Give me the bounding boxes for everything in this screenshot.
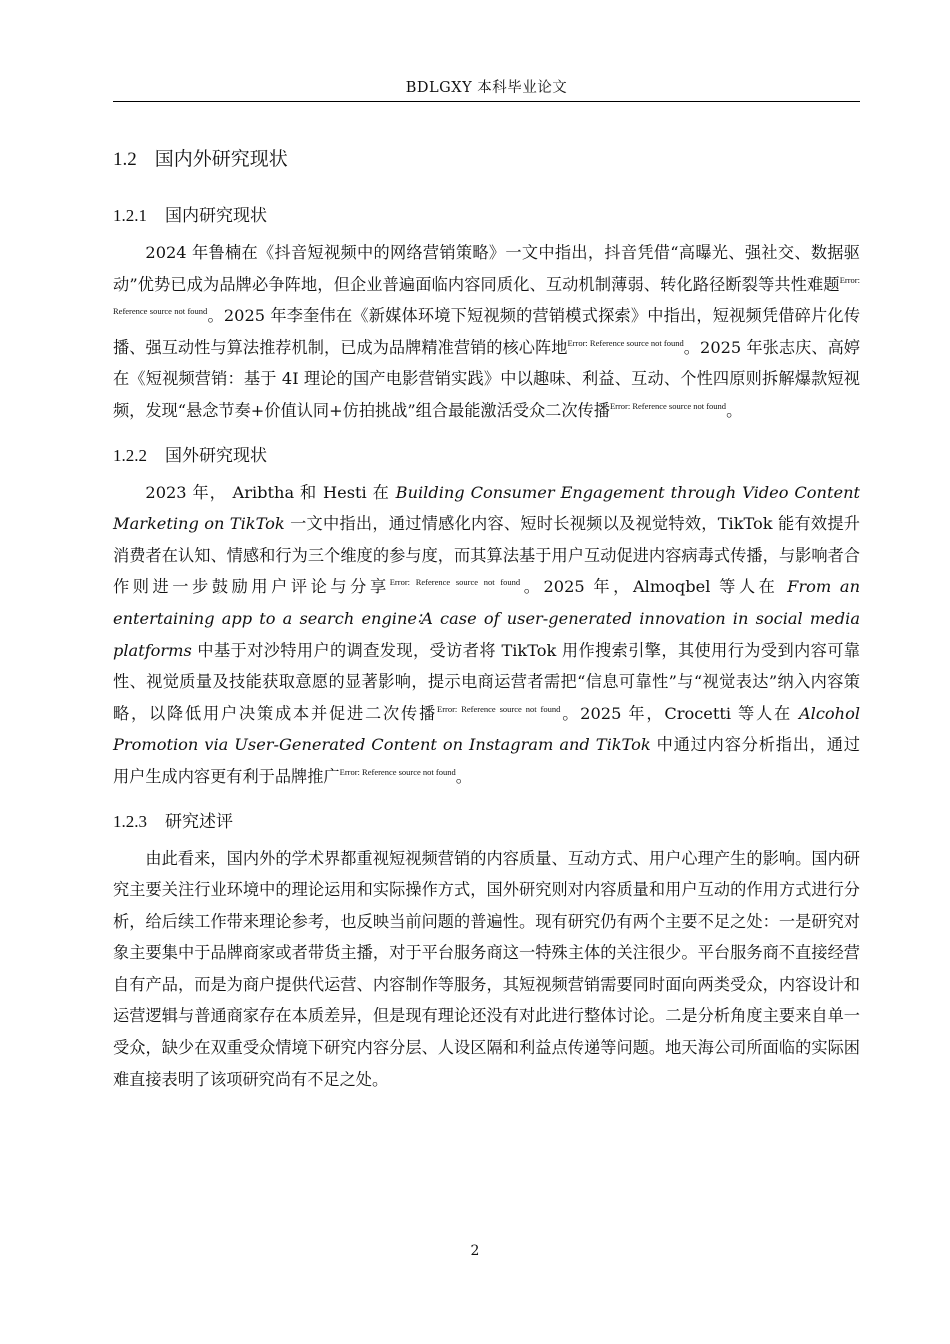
paragraph-domestic bbox=[113, 237, 860, 427]
subsection-heading-domestic bbox=[113, 199, 860, 233]
cited-title: Building Consumer Engagement through Video Content Marketing on TikTok bbox=[113, 482, 860, 534]
subsection-number: 1.2.2 bbox=[113, 445, 147, 465]
text-run: 。2025 年张志庆、高婷在《短视频营销：基于 4I 理论的国产电影营销实践》中以趣味、利益、互动、个性四原则拆解爆款短视频，发现“悬念节奏+价值认同+仿拍挑战”组合最能激活受众二次传播 bbox=[113, 337, 860, 420]
text-run: 。2025 年，Almoqbel 等人在 bbox=[520, 577, 788, 597]
text-run: 。2025 年李奎伟在《新媒体环境下短视频的营销模式探索》中指出，短视频凭借碎片化传播、强互动性与算法推荐机制，已成为品牌精准营销的核心阵地 bbox=[113, 306, 861, 357]
ref-error: Error: Reference source not found bbox=[567, 337, 684, 348]
ref-error: Error: Reference source not found bbox=[437, 703, 561, 714]
running-header: BDLGXY 本科毕业论文 bbox=[113, 76, 860, 102]
ref-error: Error: Reference source not found bbox=[339, 766, 456, 777]
subsection-title: 国内研究现状 bbox=[165, 206, 267, 226]
subsection-heading-foreign bbox=[113, 439, 860, 473]
section-title: 国内外研究现状 bbox=[154, 148, 288, 170]
subsection-number: 1.2.1 bbox=[113, 206, 147, 225]
ref-error: Error: Reference source not found bbox=[389, 577, 521, 588]
subsection-heading-review bbox=[113, 805, 860, 839]
text-run: 。 bbox=[455, 766, 472, 786]
section-number: 1.2 bbox=[113, 149, 137, 170]
subsection-title: 研究述评 bbox=[165, 811, 233, 832]
paragraph-foreign bbox=[113, 477, 860, 793]
text-run: 中基于对沙特用户的调查发现，受访者将 TikTok 用作搜索引擎，其使用行为受到内容可靠性、视觉质量及技能获取意愿的显著影响，提示电商运营者需把“信息可靠性”与“视觉表达”纳入内容策略，以降低用户决策成本并促进二次传播 bbox=[113, 640, 860, 723]
page-number: 2 bbox=[470, 1243, 480, 1259]
subsection-title: 国外研究现状 bbox=[165, 445, 267, 466]
cited-title: Alcohol Promotion via User-Generated Content on Instagram and TikTok bbox=[113, 703, 860, 755]
ref-error: Error: Reference source not found bbox=[113, 274, 860, 317]
paragraph-review: 由此看来，国内外的学术界都重视短视频营销的内容质量、互动方式、用户心理产生的影响。国内研究主要关注行业环境中的理论运用和实际操作方式，国外研究则对内容质量和用户互动的作用方式进行分析，给后续工作带来理论参考，也反映当前问题的普遍性。现有研究仍有两个主要不足之处：一是研究对象主要集中于品牌商家或者带货主播，对于平台服务商这一特殊主体的关注很少。平台服务商不直接经营自有产品，而是为商户提供代运营、内容制作等服务，其短视频营销需要同时面向两类受众，内容设计和运营逻辑与普通商家存在本质差异，但是现有理论还没有对此进行整体讨论。二是分析角度主要来自单一受众，缺少在双重受众情境下研究内容分层、人设区隔和利益点传递等问题。地天海公司所面临的实际困难直接表明了该项研究尚有不足之处。 bbox=[113, 848, 860, 1089]
cited-title: From an entertaining app to a search engine∶A case of user-generated innovation in social media platforms bbox=[113, 577, 861, 660]
ref-error: Error: Reference source not found bbox=[609, 400, 727, 411]
subsection-number: 1.2.3 bbox=[113, 811, 147, 831]
text-run: 2024 年鲁楠在《抖音短视频中的网络营销策略》一文中指出，抖音凭借“高曝光、强社交、数据驱动”优势已成为品牌必争阵地，但企业普遍面临内容同质化、互动机制薄弱、转化路径断裂等共性难题 bbox=[113, 243, 860, 294]
text-run: 中通过内容分析指出，通过用户生成内容更有利于品牌推广 bbox=[113, 735, 860, 786]
text-run: 2023 年， Aribtha 和 Hesti 在 bbox=[145, 482, 396, 502]
page-body bbox=[113, 142, 860, 1105]
text-run: 。 bbox=[726, 400, 743, 420]
text-run: 一文中指出，通过情感化内容、短时长视频以及视觉特效，TikTok 能有效提升消费者在认知、情感和行为三个维度的参与度，而其算法基于用户互动促进内容病毒式传播，与影响者合作则进一步鼓励用户评论与分享 bbox=[113, 514, 860, 597]
section-heading bbox=[113, 142, 860, 177]
text-run: 。2025 年，Crocetti 等人在 bbox=[560, 703, 799, 723]
